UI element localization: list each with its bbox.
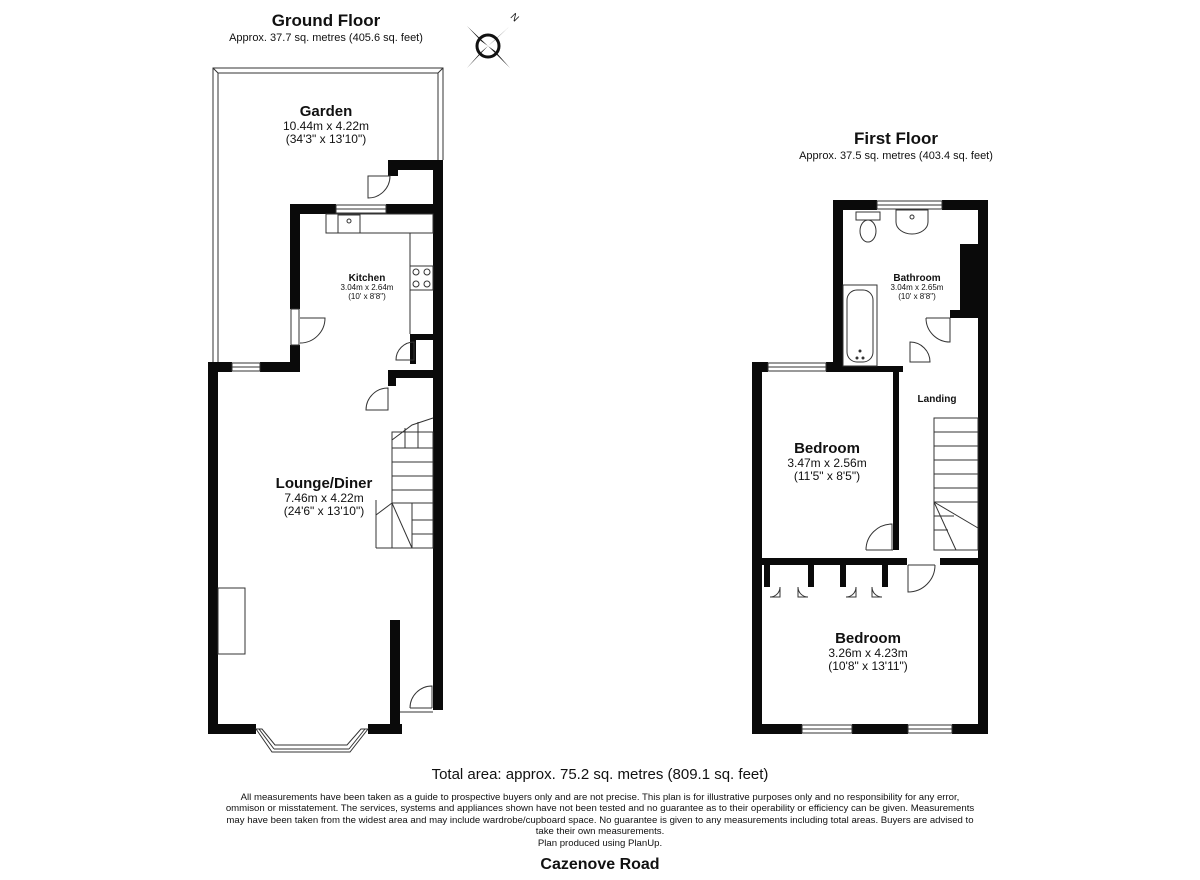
landing-name: Landing [917, 394, 957, 405]
basin-icon [896, 210, 928, 234]
bedroom-1-name: Bedroom [794, 440, 860, 457]
lounge-label [276, 475, 373, 518]
bedroom-1-dims-metric: 3.47m x 2.56m [787, 456, 867, 470]
kitchen-label [341, 273, 394, 301]
first-floor-stairs [934, 418, 978, 550]
garden-dims-metric: 10.44m x 4.22m [282, 119, 370, 133]
disclaimer-line: All measurements have been taken as a guide to prospective buyers only and are not precise. This plan is for illustrative purposes only and no responsibility for any error, [240, 792, 960, 803]
lounge-dims-imperial: (24'6" x 13'10") [283, 504, 365, 518]
bedroom-1-dims-imperial: (11'5" x 8'5") [793, 469, 861, 483]
kitchen-side-window [291, 309, 299, 345]
garden-name: Garden [299, 103, 353, 120]
disclaimer-line: ommison or misstatement. The services, systems and appliances shown have not been tested and no guarantee as to their operability or efficiency can be given. Measurements [225, 803, 975, 815]
compass-north-icon [467, 11, 521, 68]
chimney-breast [218, 588, 245, 654]
compass-north-label: N [507, 11, 521, 25]
kitchen-name: Kitchen [348, 273, 386, 284]
garden-label [283, 103, 369, 146]
bathroom-label [891, 273, 944, 301]
lounge-dims-metric: 7.46m x 4.22m [284, 491, 364, 505]
first-floor-title: First Floor [853, 129, 939, 148]
disclaimer [0, 792, 1200, 849]
property-address: Cazenove Road [540, 856, 660, 873]
total-area: Total area: approx. 75.2 sq. metres (809.1 sq. feet) [431, 766, 769, 783]
ground-floor [208, 11, 521, 752]
bedroom-2-dims-metric: 3.26m x 4.23m [828, 646, 908, 660]
plan-credit: Plan produced using PlanUp. [537, 837, 663, 849]
sink-icon [338, 215, 360, 233]
doors-ground [300, 176, 433, 712]
bedroom-1-label [787, 440, 866, 483]
bathroom-dims-metric: 3.04m x 2.65m [890, 283, 944, 292]
toilet-icon [860, 220, 876, 242]
kitchen-dims-metric: 3.04m x 2.64m [340, 283, 394, 292]
kitchen-dims-imperial: (10' x 8'8") [348, 292, 386, 301]
hob-icon [410, 266, 433, 290]
disclaimer-line: take their own measurements. [535, 826, 665, 838]
garden-dims-imperial: (34'3" x 13'10") [285, 132, 367, 146]
bathroom-dims-imperial: (10' x 8'8") [898, 292, 936, 301]
bathroom-name: Bathroom [893, 273, 941, 284]
bay-window [256, 729, 368, 752]
bedroom-2-label [828, 630, 908, 673]
ground-floor-title: Ground Floor [271, 11, 381, 30]
bedroom-2-name: Bedroom [835, 630, 901, 647]
ground-floor-area: Approx. 37.7 sq. metres (405.6 sq. feet) [229, 32, 423, 44]
first-floor-area: Approx. 37.5 sq. metres (403.4 sq. feet) [799, 150, 993, 162]
ground-floor-walls [208, 160, 443, 734]
first-floor [752, 129, 993, 734]
bedroom-2-dims-imperial: (10'8" x 13'11") [828, 659, 908, 673]
lounge-name: Lounge/Diner [275, 475, 373, 492]
disclaimer-line: may have been taken from the widest area and may include wardrobe/cupboard space. No guarantee is given to any measurements including total areas. Buyers are advised to [226, 814, 974, 826]
ground-floor-stairs [376, 418, 433, 548]
